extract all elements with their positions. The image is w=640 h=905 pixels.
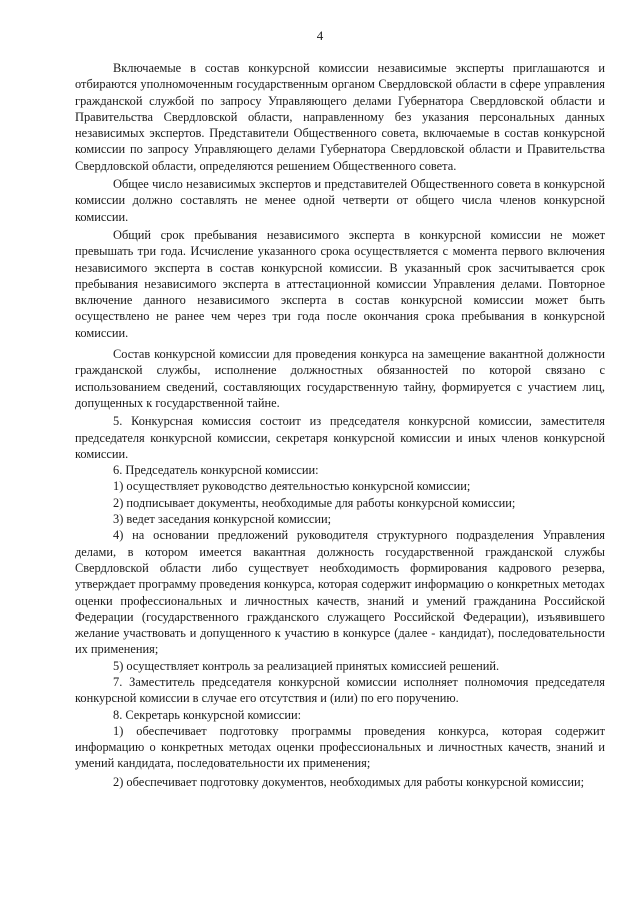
paragraph-term-limit: Общий срок пребывания независимого эксперта в конкурсной комиссии не может превышать три года. Исчисление указанного срока осуществляется с момента первого включения независимого эксперта в состав конкурсной комиссии. В указанный срок засчитывается срок пребывания независимого эксперта в аттестационной комиссии Управления делами. Повторное включение данного независимого эксперта в состав конкурсной комиссии может быть осуществлено не ранее чем через три года после окончания срока пребывания в конкурсной комиссии. bbox=[75, 227, 605, 340]
list-item-6-5: 5) осуществляет контроль за реализацией принятых комиссией решений. bbox=[113, 658, 500, 673]
page-number: 4 bbox=[316, 28, 324, 43]
paragraph-5-composition: 5. Конкурсная комиссия состоит из председателя конкурсной комиссии, заместителя председателя конкурсной комиссии, секретаря конкурсной комиссии и иных членов конкурсной комиссии. bbox=[75, 414, 605, 461]
paragraph-state-secret: Состав конкурсной комиссии для проведения конкурса на замещение вакантной должности гражданской службы, исполнение должностных обязанностей по которой связано с использованием сведений, составляющих государственную тайну, формируется с участием лиц, допущенных к государственной тайне. bbox=[75, 347, 605, 410]
paragraph-8-secretary: 8. Секретарь конкурсной комиссии: bbox=[113, 707, 302, 722]
list-item-6-1: 1) осуществляет руководство деятельностью конкурсной комиссии; bbox=[113, 479, 471, 494]
list-item-6-3: 3) ведет заседания конкурсной комиссии; bbox=[113, 512, 332, 527]
list-item-6-4: 4) на основании предложений руководителя структурного подразделения Управления делами, в котором имеется вакантная должность государственной гражданской службы Свердловской области либо существует необходимость формирования кадрового резерва, утверждает программу проведения конкурса, которая содержит информацию о конкретных методах оценки профессиональных и личностных качеств, знаний и умений гражданина Российской Федерации (государственного гражданского служащего Российской Федерации), изъявившего желание участвовать и допущенного к участию в конкурсе (далее - кандидат), последовательности их применения; bbox=[75, 528, 605, 657]
paragraph-independent-experts: Включаемые в состав конкурсной комиссии независимые эксперты приглашаются и отбираются уполномоченным государственным органом Свердловской области в сфере управления гражданской службой по запросу Управляющего делами Губернатора Свердловской области и Правительства Свердловской области, направленному без указания персональных данных независимых экспертов. Представители Общественного совета, включаемые в состав конкурсной комиссии по запросу Управляющего делами Губернатора Свердловской области и Правительства Свердловской области, определяются решением Общественного совета. bbox=[75, 61, 605, 173]
paragraph-experts-share: Общее число независимых экспертов и представителей Общественного совета в конкурсной комиссии должно составлять не менее одной четверти от общего числа членов конкурсной комиссии. bbox=[75, 177, 605, 224]
paragraph-6-chairman: 6. Председатель конкурсной комиссии: bbox=[113, 463, 319, 478]
document-body bbox=[75, 60, 605, 790]
list-item-6-2: 2) подписывает документы, необходимые для работы конкурсной комиссии; bbox=[113, 495, 516, 510]
paragraph-7-deputy: 7. Заместитель председателя конкурсной комиссии исполняет полномочия председателя конкурсной комиссии в случае его отсутствия и (или) по его поручению. bbox=[75, 674, 605, 706]
list-item-8-1: 1) обеспечивает подготовку программы проведения конкурса, которая содержит информацию о конкретных методах оценки профессиональных и личностных качеств, знаний и умений кандидата, последовательности их применения; bbox=[75, 723, 605, 771]
list-item-8-2: 2) обеспечивает подготовку документов, необходимых для работы конкурсной комиссии; bbox=[113, 774, 585, 789]
